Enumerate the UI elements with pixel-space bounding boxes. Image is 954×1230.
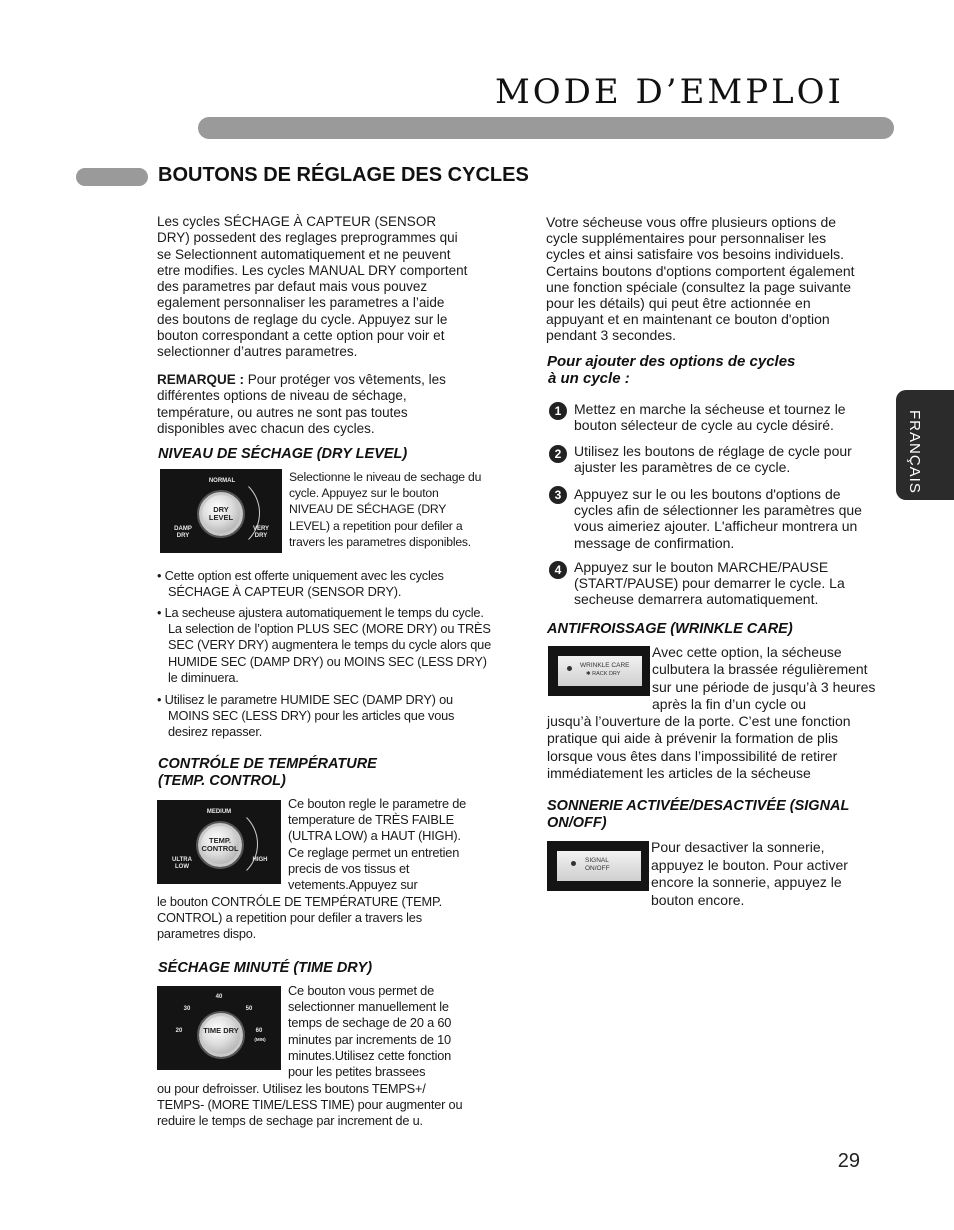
step-number-4: 4 <box>549 561 567 579</box>
wrinkle-care-description-side: Avec cette option, la sécheuse culbutera la brassée régulièrement sur une période de jusqu’à 3 heures après la fin d’un cycle ou <box>652 644 876 712</box>
time-dry-description-full: ou pour defroisser. Utilisez les boutons TEMPS+/ TEMPS- (MORE TIME/LESS TIME) pour augmenter ou reduire le temps de sechage par increment de u. <box>157 1081 463 1129</box>
dry-level-knob <box>199 492 243 536</box>
left-intro: Les cycles SÉCHAGE À CAPTEUR (SENSOR DRY) possedent des reglages preprogrammes qui se Selectionnent automatiquement et ne peuvent etre modifies. Les cycles MANUAL DRY comportent des parametres par defaut mais vous pouvez egalement personnaliser les parametres a l’aide des boutons de reglage du cycle. Appuyez sur le bouton correspondant a cette option pour voir et selectionner d’autres parametres. <box>157 214 468 360</box>
step-3-text: Appuyez sur le ou les boutons d'options de cycles afin de sélectionner les paramètres que vous aimeriez ajouter. L'afficheur montrera un message de confirmation. <box>574 486 862 551</box>
page-header-title: MODE D’EMPLOI <box>494 72 844 112</box>
section-title: BOUTONS DE RÉGLAGE DES CYCLES <box>158 164 529 186</box>
step-4-text: Appuyez sur le bouton MARCHE/PAUSE (START/PAUSE) pour demarrer le cycle. La secheuse demarrera automatiquement. <box>574 559 845 608</box>
signal-button-label: SIGNAL <box>585 857 609 864</box>
add-options-heading: Pour ajouter des options de cycles à un cycle : <box>547 353 796 387</box>
on-off-button-label: ON/OFF <box>585 865 610 872</box>
signal-heading: SONNERIE ACTIVÉE/DESACTIVÉE (SIGNAL ON/OFF) <box>547 798 850 831</box>
dry-level-heading: NIVEAU DE SÉCHAGE (DRY LEVEL) <box>158 446 408 462</box>
temp-control-panel-image <box>157 800 281 884</box>
section-pill <box>76 168 148 186</box>
temp-heading: CONTRÓLE DE TEMPÉRATURE (TEMP. CONTROL) <box>158 756 377 789</box>
dry-level-left-label: DAMP DRY <box>174 526 192 539</box>
time-20-label: 20 <box>175 1028 183 1034</box>
rack-dry-button-label: ✱ RACK DRY <box>586 671 621 677</box>
dry-level-knob-label: DRY LEVEL <box>208 505 234 522</box>
note-label: REMARQUE : <box>157 372 244 387</box>
step-number-3: 3 <box>549 486 567 504</box>
time-40-label: 40 <box>215 994 223 1000</box>
step-1-text: Mettez en marche la sécheuse et tournez le bouton sélecteur de cycle au cycle désiré. <box>574 401 846 434</box>
wrinkle-care-description-full: jusqu’à l’ouverture de la porte. C’est une fonction pratique qui aide à prévenir la formation de plis lorsque vous êtes dans l’impossibilité de retirer immédiatement les articles de la sécheuse <box>547 713 851 781</box>
temp-left-label: ULTRA LOW <box>172 857 192 870</box>
header-bar <box>198 117 894 139</box>
time-dry-heading: SÉCHAGE MINUTÉ (TIME DRY) <box>158 960 373 976</box>
dry-level-bullet-1: • Cette option est offerte uniquement avec les cycles SÉCHAGE À CAPTEUR (SENSOR DRY). <box>157 568 444 600</box>
step-2-text: Utilisez les boutons de réglage de cycle pour ajuster les paramètres de ce cycle. <box>574 443 852 476</box>
wrinkle-care-button-image <box>548 646 650 696</box>
dry-level-bullet-3: • Utilisez le parametre HUMIDE SEC (DAMP DRY) ou MOINS SEC (LESS DRY) pour les articles que vous desirez repasser. <box>157 692 455 740</box>
note-text: Pour protéger vos vêtements, les différentes options de niveau de séchage, température, ou autres ne sont pas toutes disponibles avec chacun des cycles. <box>157 372 446 436</box>
time-min-label: (MIN) <box>254 1037 266 1042</box>
wrinkle-care-button-label: WRINKLE CARE <box>580 662 630 669</box>
right-intro: Votre sécheuse vous offre plusieurs options de cycle supplémentaires pour personnaliser les cycles et ainsi satisfaire vos besoins individuels. Certains boutons d'options comportent également une fonction spéciale (consultez la page suivante pour les détails) qui peut être actionnée en appuyant et en maintenant ce bouton d'option pendant 3 secondes. <box>546 214 855 344</box>
dry-level-right-label: VERY DRY <box>252 526 270 539</box>
time-30-label: 30 <box>183 1006 191 1012</box>
temp-description-full: le bouton CONTRÓLE DE TEMPÉRATURE (TEMP. CONTROL) a repetition pour defiler a travers les parametres dispo. <box>157 894 442 942</box>
step-number-1: 1 <box>549 402 567 420</box>
signal-description: Pour desactiver la sonnerie, appuyez le bouton. Pour activer encore la sonnerie, appuyez le bouton encore. <box>651 839 848 908</box>
time-dry-description-side: Ce bouton vous permet de selectionner manuellement le temps de sechage de 20 a 60 minutes par increments de 10 minutes.Utilisez cette fonction pour les petites brassees <box>288 983 452 1080</box>
time-dry-panel-image <box>157 986 281 1070</box>
wrinkle-care-heading: ANTIFROISSAGE (WRINKLE CARE) <box>547 621 793 637</box>
signal-button-image <box>547 841 649 891</box>
language-tab <box>896 390 954 500</box>
temp-right-label: HIGH <box>252 857 268 863</box>
dry-level-description: Selectionne le niveau de sechage du cycle. Appuyez sur le bouton NIVEAU DE SÉCHAGE (DRY LEVEL) a repetition pour defiler a travers les parametres disponibles. <box>289 470 482 549</box>
dry-level-top-label: NORMAL <box>208 478 236 484</box>
dry-level-bullet-2: • La secheuse ajustera automatiquement le temps du cycle. La selection de l’option PLUS SEC (MORE DRY) ou TRÈS SEC (VERY DRY) augmentera le temps du cycle alors que HUMIDE SEC (DAMP DRY) ou MOINS SEC (LESS DRY) le diminuera. <box>157 605 491 685</box>
page-number: 29 <box>837 1150 860 1172</box>
dry-level-panel-image <box>160 469 282 553</box>
step-number-2: 2 <box>549 445 567 463</box>
note-paragraph <box>157 372 457 437</box>
temp-top-label: MEDIUM <box>206 809 232 815</box>
time-60-label: 60 <box>255 1028 263 1034</box>
time-50-label: 50 <box>245 1006 253 1012</box>
time-dry-knob <box>199 1013 243 1057</box>
time-knob-label: TIME DRY <box>203 1026 239 1035</box>
temp-knob-label: TEMP. CONTROL <box>201 836 239 853</box>
temp-control-knob <box>198 823 242 867</box>
temp-description-side: Ce bouton regle le parametre de temperature de TRÈS FAIBLE (ULTRA LOW) a HAUT (HIGH). Ce reglage permet un entretien precis de vos tissus et vetements.Appuyez sur <box>288 796 467 893</box>
language-tab-label: FRANÇAIS <box>906 410 923 494</box>
